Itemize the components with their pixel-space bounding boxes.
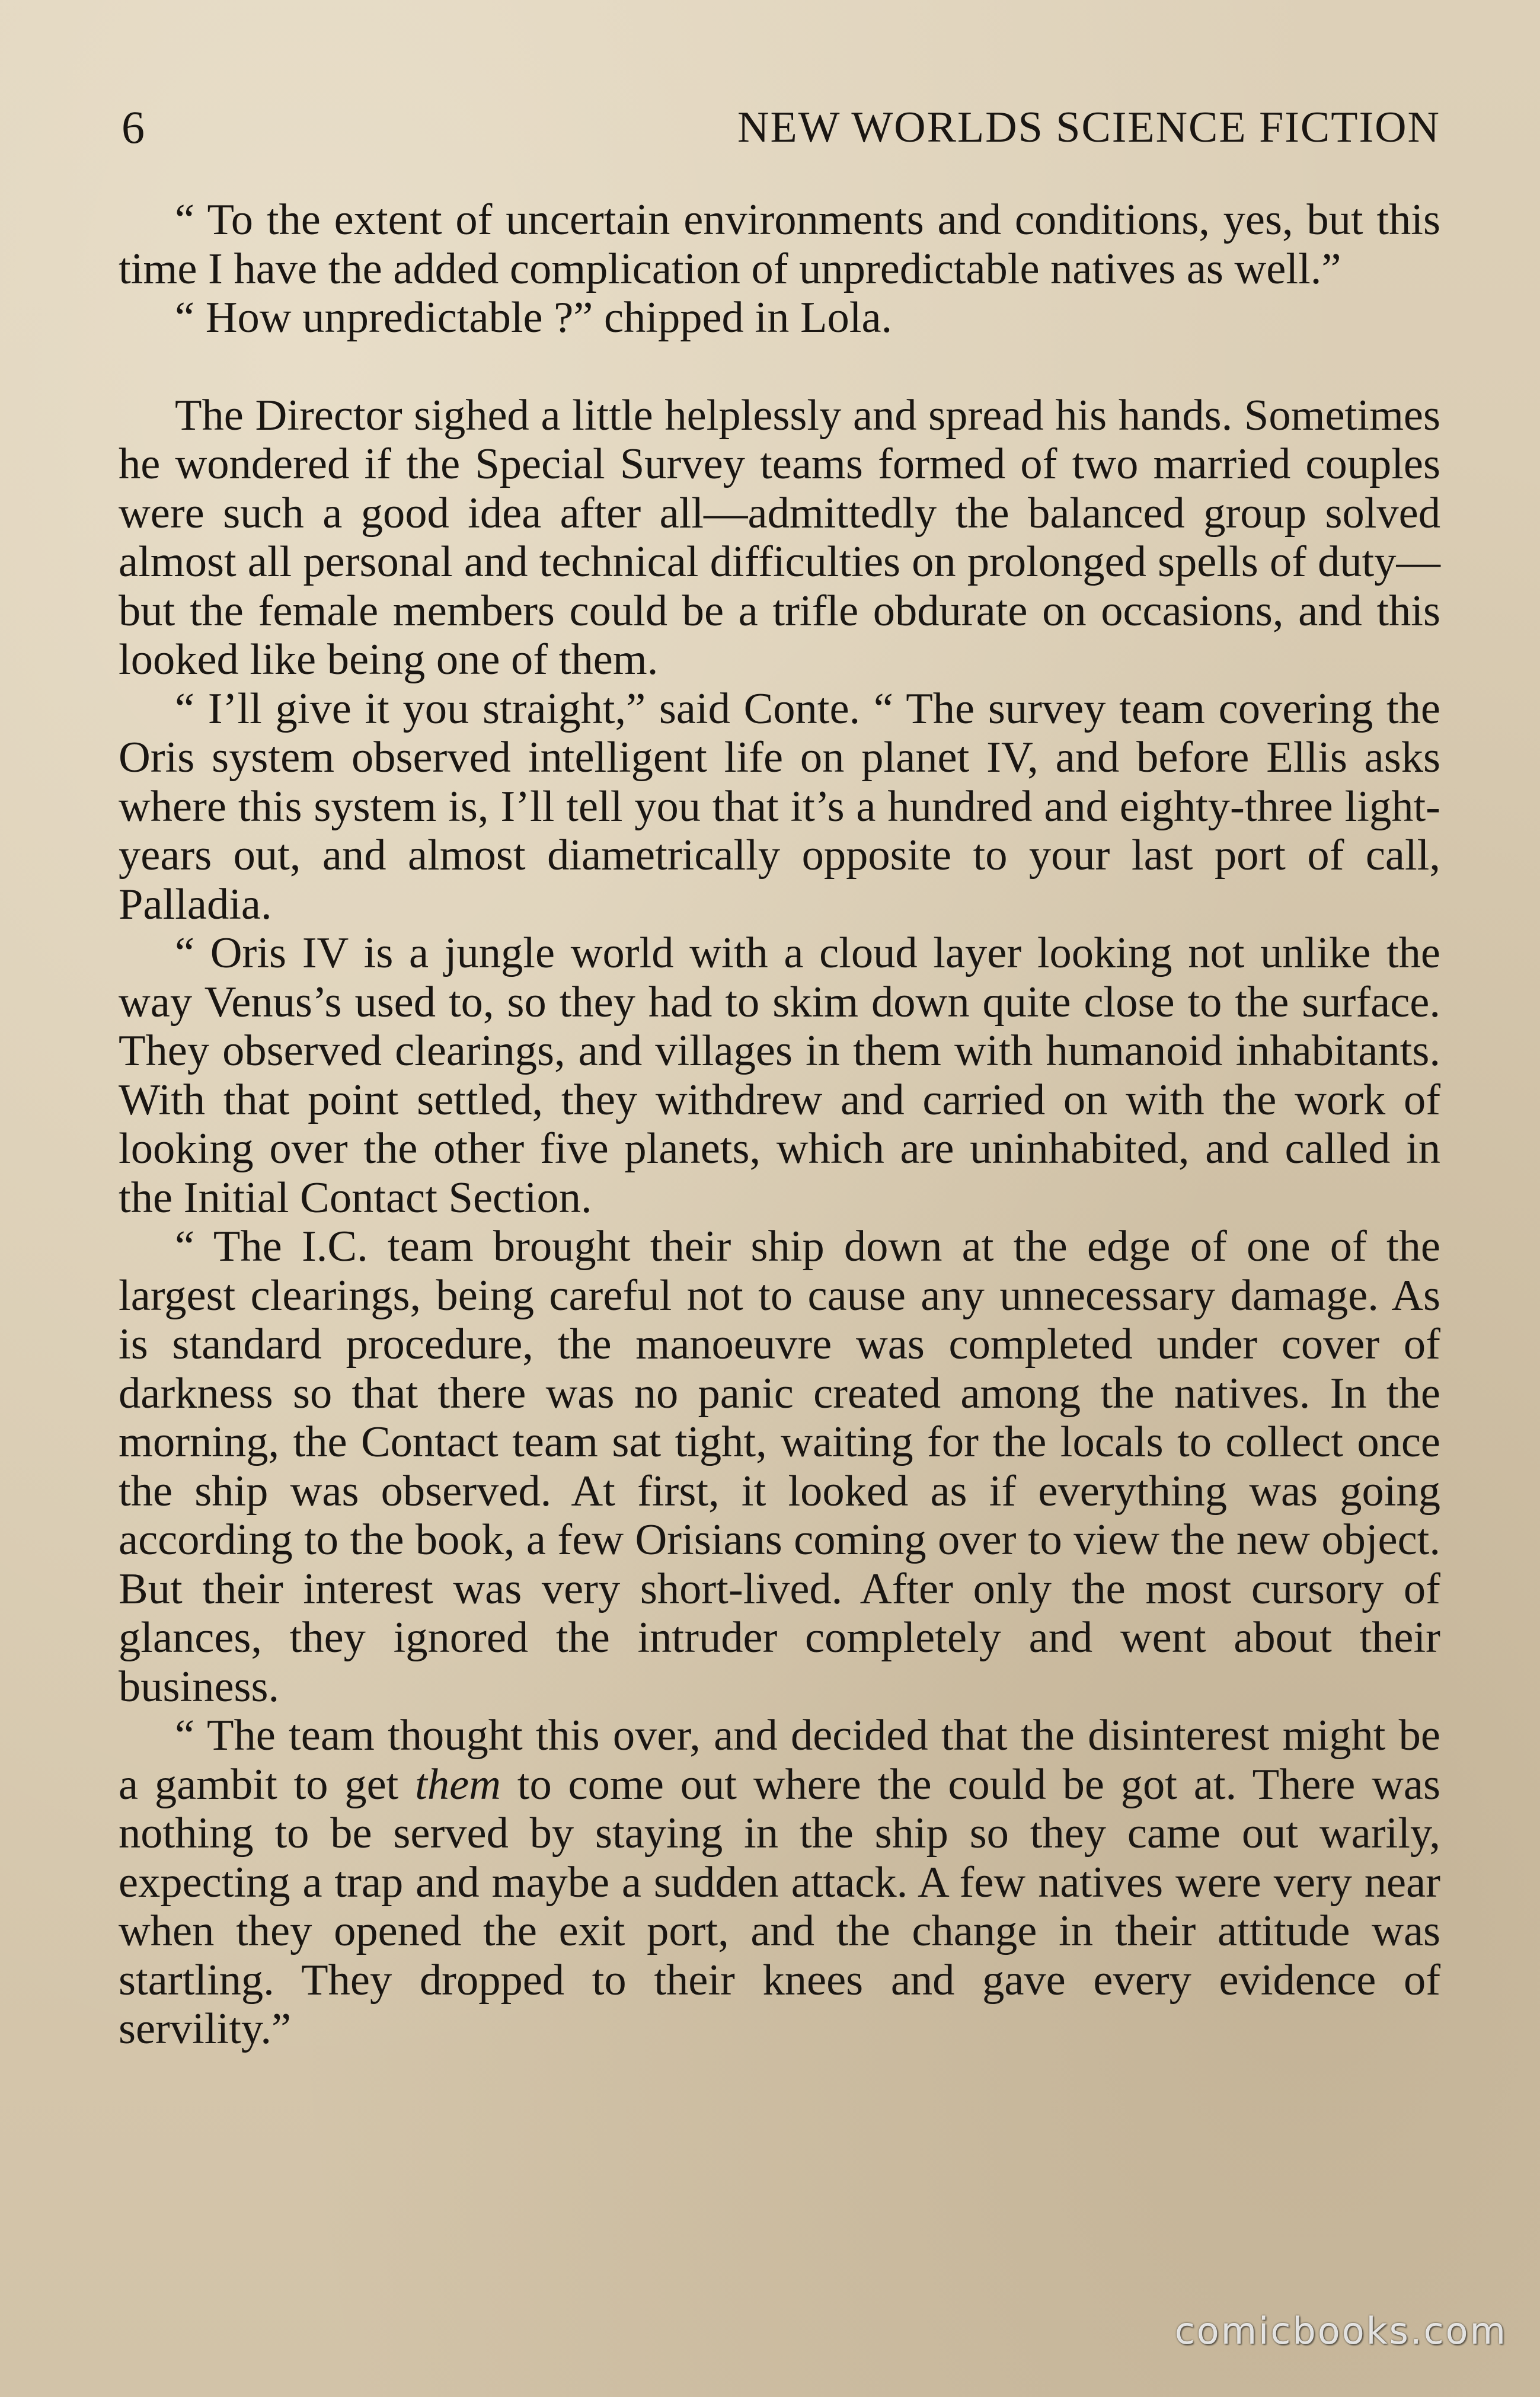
paragraph: “ Oris IV is a jungle world with a cloud layer looking not unlike the way Venus’s used to, so they had to skim down quite close to the surface. They observed clearings, and villages in them with humanoid inhabitants. With that point settled, they withdrew and carried on with the work of looking over the other five planets, which are uninhabited, and called in the Initial Contact Section. (119, 929, 1440, 1222)
page-header (122, 95, 1440, 160)
paragraph: The Director sighed a little helplessly and spread his hands. Sometimes he wondered if the Special Survey teams formed of two married couples were such a good idea after all—admittedly the balanced group solved almost all personal and technical difficulties on prolonged spells of duty—but the female members could be a trifle obdurate on occasions, and this looked like being one of them. (119, 391, 1440, 684)
paragraph: “ How unpredictable ?” chipped in Lola. (175, 293, 893, 342)
paragraph-text: “ The team thought this over, and decided that the disinterest might be a gambit to get (119, 1711, 1440, 1809)
watermark: comicbooks.com (1174, 2309, 1507, 2353)
running-title: NEW WORLDS SCIENCE FICTION (737, 103, 1440, 152)
paragraph-last (119, 1711, 1440, 2054)
paragraph: “ To the extent of uncertain environments and conditions, yes, but this time I have the added complication of unpredictable natives as well.” (119, 196, 1440, 293)
paragraph-text: to come out where the could be got at. There was nothing to be served by staying in the ship so they came out warily, expecting a trap and maybe a sudden attack. A few natives were very near when they opened the exit port, and the change in their attitude was startling. They dropped to their knees and gave every evidence of servility.” (119, 1760, 1440, 2053)
paragraph: “ I’ll give it you straight,” said Conte. “ The survey team covering the Oris system observed intelligent life on planet IV, and before Ellis asks where this system is, I’ll tell you that it’s a hundred and eighty-three light-years out, and almost diametrically opposite to your last port of call, Palladia. (119, 684, 1440, 929)
page-number: 6 (122, 101, 145, 153)
paragraph: “ The I.C. team brought their ship down at the edge of one of the largest clearings, being careful not to cause any unnecessary damage. As is standard procedure, the manoeuvre was completed under cover of darkness so that there was no panic created among the natives. In the morning, the Contact team sat tight, waiting for the locals to collect once the ship was observed. At first, it looked as if everything was going according to the book, a few Orisians coming over to view the new object. But their interest was very short-lived. After only the most cursory of glances, they ignored the intruder completely and went about their business. (119, 1222, 1440, 1711)
emphasis-text: them (415, 1760, 501, 1809)
body-text (119, 196, 1440, 2054)
